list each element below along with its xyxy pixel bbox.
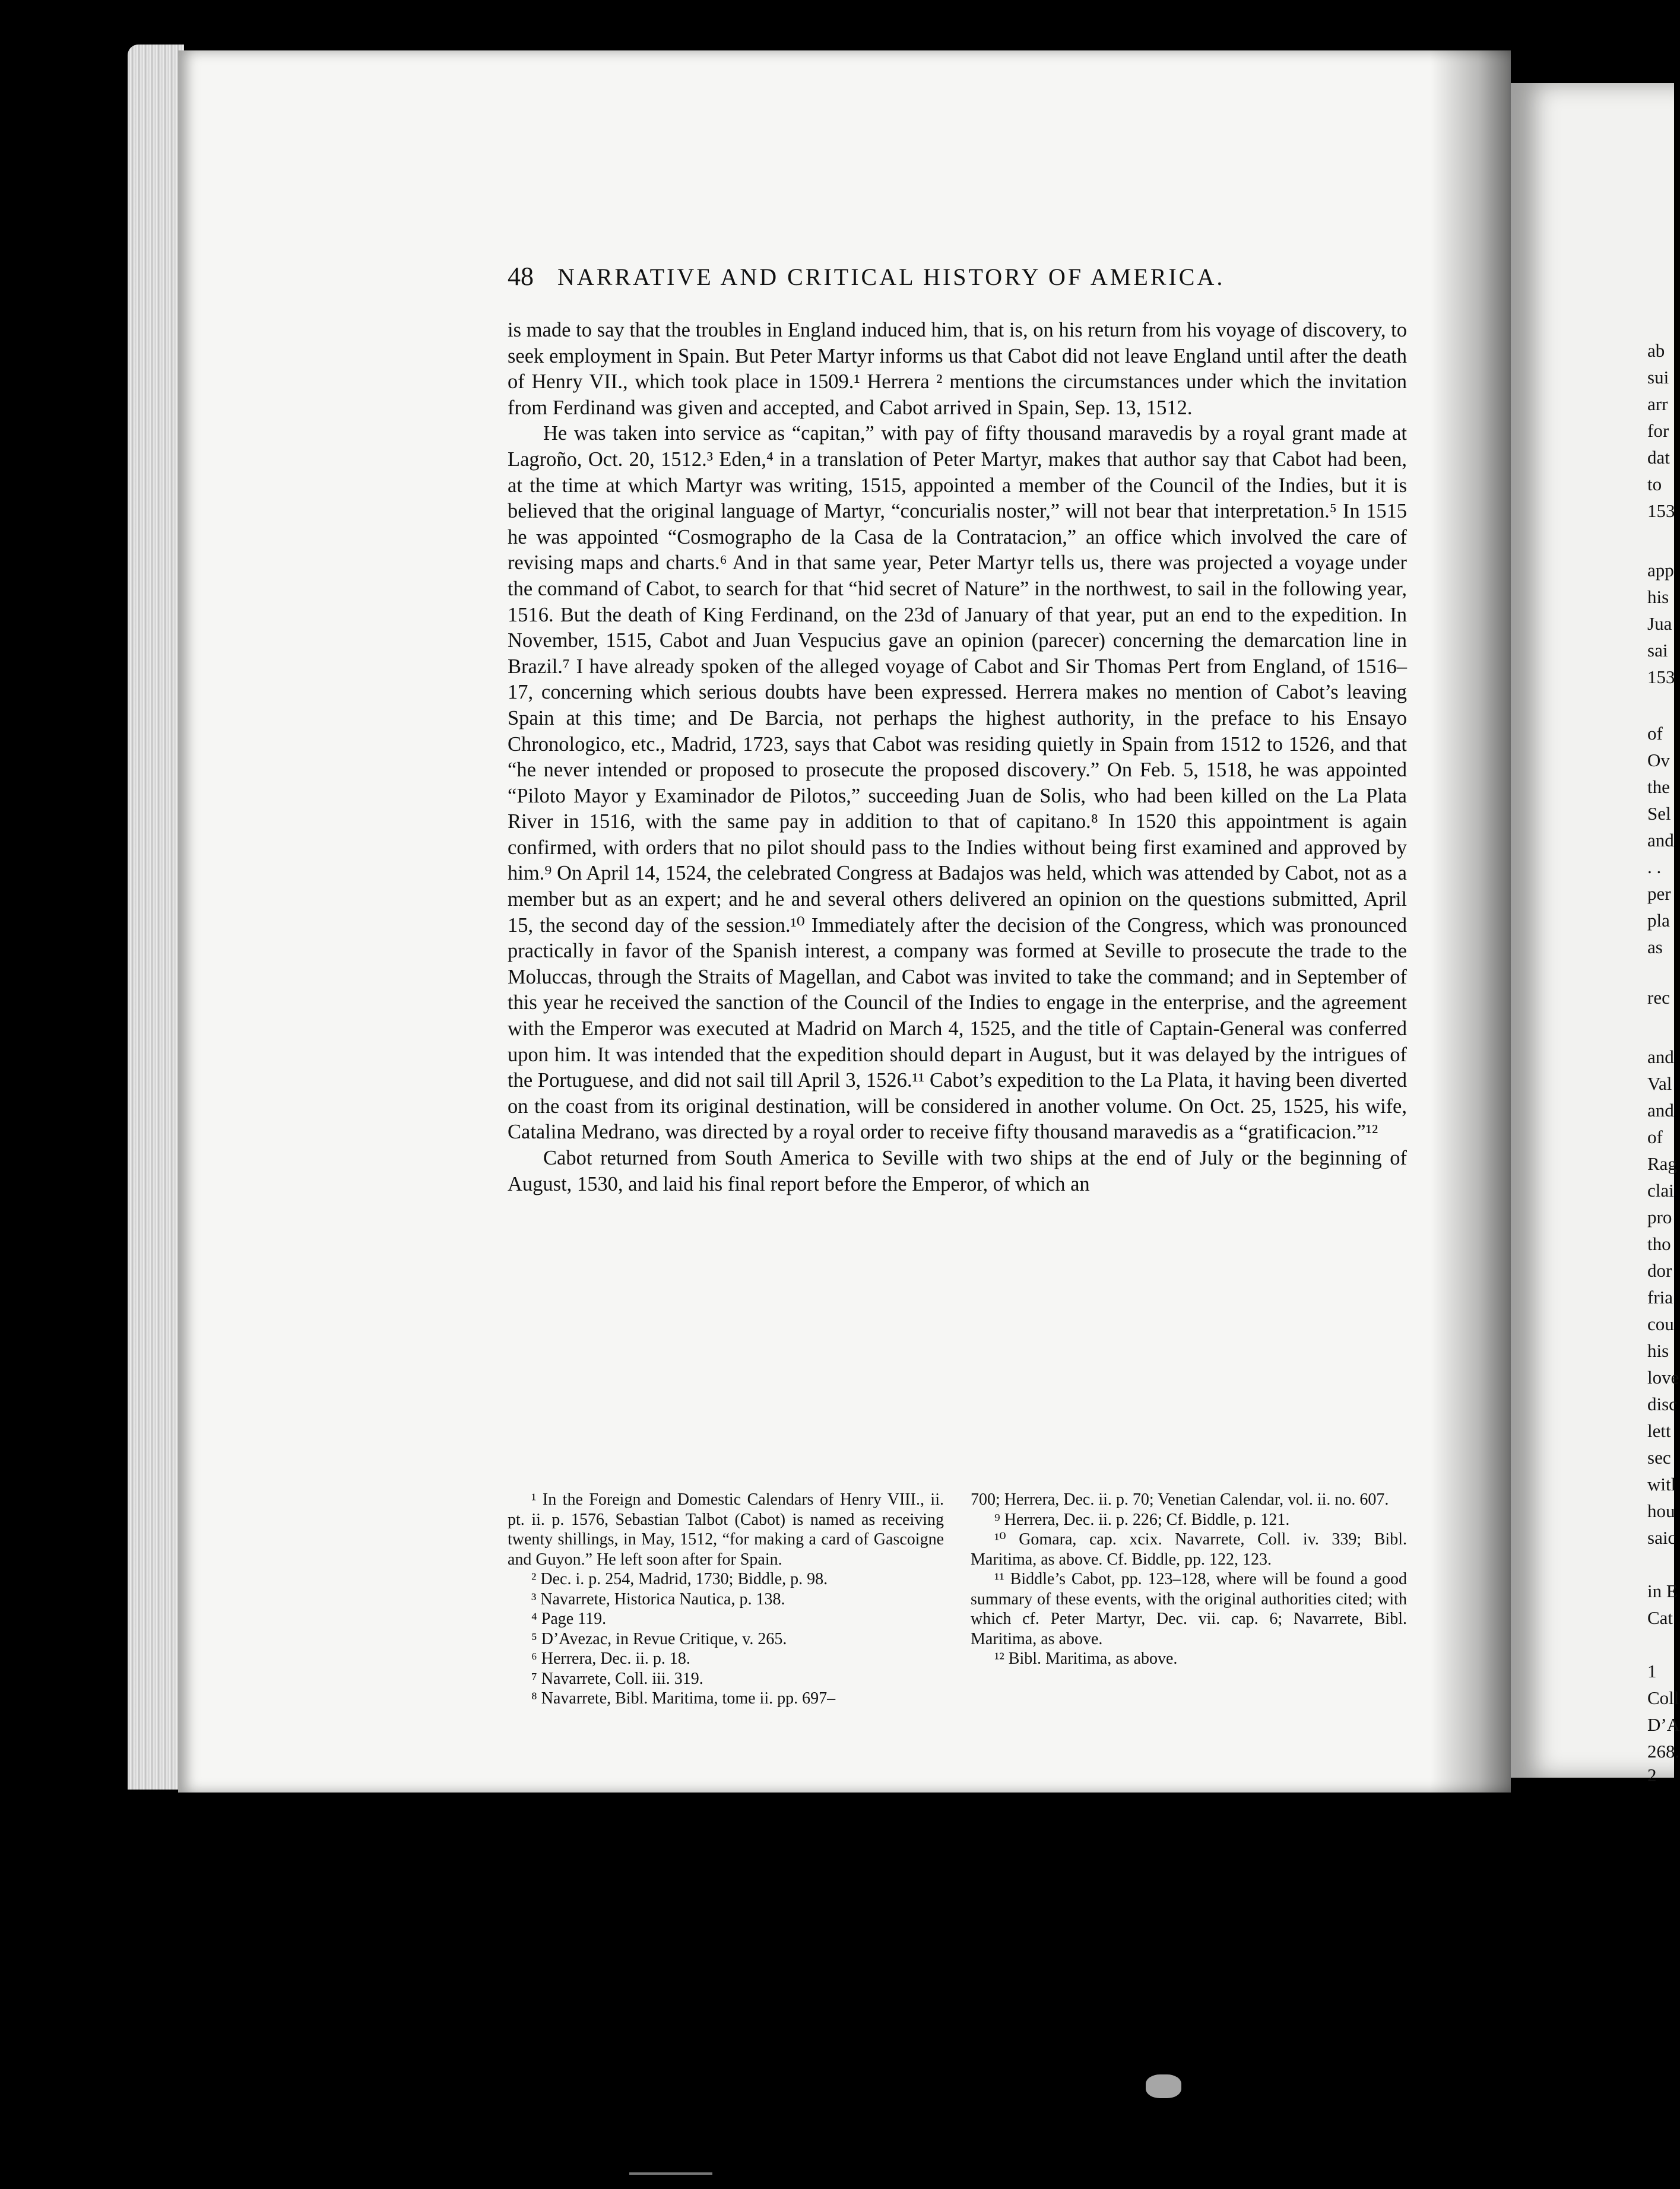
- facing-page-fragment: to: [1647, 474, 1662, 494]
- gutter-shadow: [1431, 50, 1511, 1793]
- paragraph: Cabot returned from South America to Seville with two ships at the end of July or the beginning of August, 1530, and laid his final report before the Emperor, of which an: [508, 1147, 1407, 1195]
- facing-page-fragment: 153: [1647, 500, 1675, 521]
- facing-page-fragment: dor: [1647, 1260, 1672, 1281]
- facing-page-fragment: for: [1647, 420, 1669, 441]
- footnote: ⁴ Page 119.: [531, 1610, 607, 1628]
- facing-page-fragment: per: [1647, 883, 1671, 904]
- paragraph: is made to say that the troubles in England induced him, that is, on his return from his voyage of discovery, to seek employment in Spain. But Peter Martyr informs us that Cabot did not leave England until after the death of Henry VII., which took place in 1509.¹ Herrera ² mentions the circumstances under which the invitation from Ferdinand was given and accepted, and Cabot arrived in Spain, Sep. 13, 1512.: [508, 319, 1407, 419]
- facing-page-fragment: witl: [1647, 1474, 1676, 1495]
- page-number: 48: [508, 262, 534, 291]
- scratch-mark: [629, 2172, 712, 2175]
- footnote: ⁷ Navarrete, Coll. iii. 319.: [531, 1669, 703, 1688]
- facing-page-fragment: sai: [1647, 640, 1668, 661]
- facing-page-fragment: lett: [1647, 1420, 1671, 1441]
- facing-page-fragment: dat: [1647, 447, 1670, 468]
- footnotes-right-column: [971, 1490, 1407, 1709]
- footnote: ¹¹ Biddle’s Cabot, pp. 123–128, where will be found a good summary of these events, with the original authorities cited; with which cf. Peter Martyr, Dec. vii. cap. 6; Navarrete, Bibl. Maritima, as above.: [971, 1570, 1407, 1648]
- facing-page-fragment: rec: [1647, 987, 1670, 1008]
- running-title: NARRATIVE AND CRITICAL HISTORY OF AMERICA.: [557, 264, 1225, 290]
- facing-page-fragment: Val: [1647, 1073, 1672, 1094]
- footnote: ³ Navarrete, Historica Nautica, p. 138.: [531, 1590, 785, 1609]
- facing-page-fragment: his: [1647, 586, 1669, 607]
- facing-page-fragment: cou: [1647, 1314, 1674, 1334]
- facing-page-fragment: sec: [1647, 1447, 1671, 1468]
- paragraph: He was taken into service as “capitan,” with pay of fifty thousand maravedis by a royal grant made at Lagroño, Oct. 20, 1512.³ Eden,⁴ in a translation of Peter Martyr, makes that author say that Cabot had been, at the time at which Martyr was writing, 1515, appointed a member of the Council of the Indies, but it is believed that the original language of Martyr, “concurialis noster,” will not bear that interpretation.⁵ In 1515 he was appointed “Cosmographo de la Casa de la Contratacion,” an office which involved the care of revising maps and charts.⁶ And in that same year, Peter Martyr tells us, there was projected a voyage under the command of Cabot, to search for that “hid secret of Nature” in the northwest, to sail in the following year, 1516. But the death of King Ferdinand, on the 23d of January of that year, put an end to the expedition. In November, 1515, Cabot and Juan Vespucius gave an opinion (parecer) concerning the demarcation line in Brazil.⁷ I have already spoken of the alleged voyage of Cabot and Sir Thomas Pert from England, of 1516–17, concerning which serious doubts have been expressed. Herrera makes no mention of Cabot’s leaving Spain at this time; and De Barcia, not perhaps the highest authority, in the preface to his Ensayo Chronologico, etc., Madrid, 1723, says that Cabot was residing quietly in Spain from 1512 to 1526, and that “he never intended or proposed to prosecute the proposed discovery.” On Feb. 5, 1518, he was appointed “Piloto Mayor y Examinador de Pilotos,” succeeding Juan de Solis, who had been killed on the La Plata River in 1516, with the same pay in addition to that of capitano.⁸ In 1520 this appointment is again confirmed, with orders that no pilot should pass to the Indies without being first examined and approved by him.⁹ On April 14, 1524, the celebrated Congress at Badajos was held, which was attended by Cabot, not as a member but as an expert; and he and several others delivered an opinion on the questions submitted, April 15, the second day of the session.¹⁰ Immediately after the decision of the Congress, which was pronounced practically in favor of the Spanish interest, a company was formed at Seville to prosecute the trade to the Moluccas, through the Straits of Magellan, and Cabot was invited to take the command; and in September of this year he received the sanction of the Council of the Indies to engage in the enterprise, and the agreement with the Emperor was executed at Madrid on March 4, 1525, and the title of Captain-General was conferred upon him. It was intended that the expedition should depart in August, but it was delayed by the intrigues of the Portuguese, and did not sail till April 3, 1526.¹¹ Cabot’s expedition to the La Plata, it having been diverted on the coast from its original destination, will be considered in another volume. On Oct. 25, 1525, his wife, Catalina Medrano, was directed by a royal order to receive fifty thousand maravedis as a “gratificacion.”¹²: [508, 422, 1407, 1144]
- facing-page-fragment: Sel: [1647, 803, 1671, 824]
- body-text: [508, 318, 1407, 1197]
- running-head: [508, 261, 1321, 291]
- facing-page-fragment: . .: [1647, 856, 1662, 877]
- facing-page-fragment: of: [1647, 723, 1663, 744]
- footnote: ⁹ Herrera, Dec. ii. p. 226; Cf. Biddle, p. 121.: [994, 1510, 1290, 1529]
- facing-page-fragment: 1: [1647, 1661, 1657, 1682]
- footnote: ¹ In the Foreign and Domestic Calendars of Henry VIII., ii. pt. ii. p. 1576, Sebastian Talbot (Cabot) is named as receiving twenty shillings, in May, 1512, “for making a card of Gascoigne and Guyon.” He left soon after for Spain.: [508, 1490, 944, 1569]
- facing-page-fragment: love: [1647, 1367, 1679, 1388]
- facing-page-fragment: hou: [1647, 1500, 1675, 1521]
- facing-page-fragment: app: [1647, 560, 1674, 580]
- facing-page-fragment: disc: [1647, 1394, 1677, 1414]
- footnotes: [508, 1490, 1407, 1709]
- footnotes-left-column: [508, 1490, 944, 1709]
- facing-page-fragment: pro: [1647, 1207, 1672, 1227]
- facing-page-fragment: and: [1647, 1100, 1674, 1121]
- facing-page-fragment: pla: [1647, 910, 1670, 931]
- facing-page-fragment: 153: [1647, 667, 1675, 687]
- facing-page-fragment: of: [1647, 1127, 1663, 1147]
- footnote: ⁶ Herrera, Dec. ii. p. 18.: [531, 1649, 690, 1668]
- facing-page-fragment: and: [1647, 830, 1674, 851]
- footnote: 700; Herrera, Dec. ii. p. 70; Venetian Calendar, vol. ii. no. 607.: [971, 1490, 1389, 1509]
- facing-page-fragment: 268.: [1647, 1741, 1680, 1762]
- facing-page-fragment: tho: [1647, 1233, 1671, 1254]
- facing-page-fragment: Ov: [1647, 750, 1670, 770]
- facing-page-fragment: arr: [1647, 394, 1668, 414]
- facing-page-fragment: and: [1647, 1046, 1674, 1067]
- footnote: ¹² Bibl. Maritima, as above.: [994, 1649, 1178, 1668]
- facing-page-fragment: Jua: [1647, 613, 1672, 634]
- facing-page-fragment: as: [1647, 937, 1663, 957]
- facing-page-fragment: clai: [1647, 1180, 1674, 1201]
- smudge-mark: [1146, 2074, 1181, 2098]
- facing-page-fragment: the: [1647, 776, 1670, 797]
- footnote: ⁵ D’Avezac, in Revue Critique, v. 265.: [531, 1629, 787, 1648]
- facing-page-fragment: 2: [1647, 1765, 1657, 1785]
- footnote: ¹⁰ Gomara, cap. xcix. Navarrete, Coll. iv. 339; Bibl. Maritima, as above. Cf. Biddle, pp. 122, 123.: [971, 1530, 1407, 1569]
- facing-page-fragment: saic: [1647, 1527, 1676, 1548]
- footnote: ² Dec. i. p. 254, Madrid, 1730; Biddle, p. 98.: [531, 1570, 828, 1588]
- facing-page-fragment: Rag: [1647, 1153, 1677, 1174]
- facing-page-fragment: Cat: [1647, 1607, 1673, 1628]
- facing-page-fragment: in E: [1647, 1581, 1678, 1601]
- facing-page-fragment: sui: [1647, 367, 1669, 388]
- facing-page-fragment: ab: [1647, 340, 1665, 361]
- facing-page-fragment: his: [1647, 1340, 1669, 1361]
- facing-page-fragment: Coll: [1647, 1687, 1679, 1708]
- facing-page-fragment: fria: [1647, 1287, 1673, 1308]
- book-page-edges: [128, 45, 184, 1790]
- facing-page-fragment: D’A: [1647, 1714, 1680, 1735]
- footnote: ⁸ Navarrete, Bibl. Maritima, tome ii. pp. 697–: [531, 1689, 836, 1708]
